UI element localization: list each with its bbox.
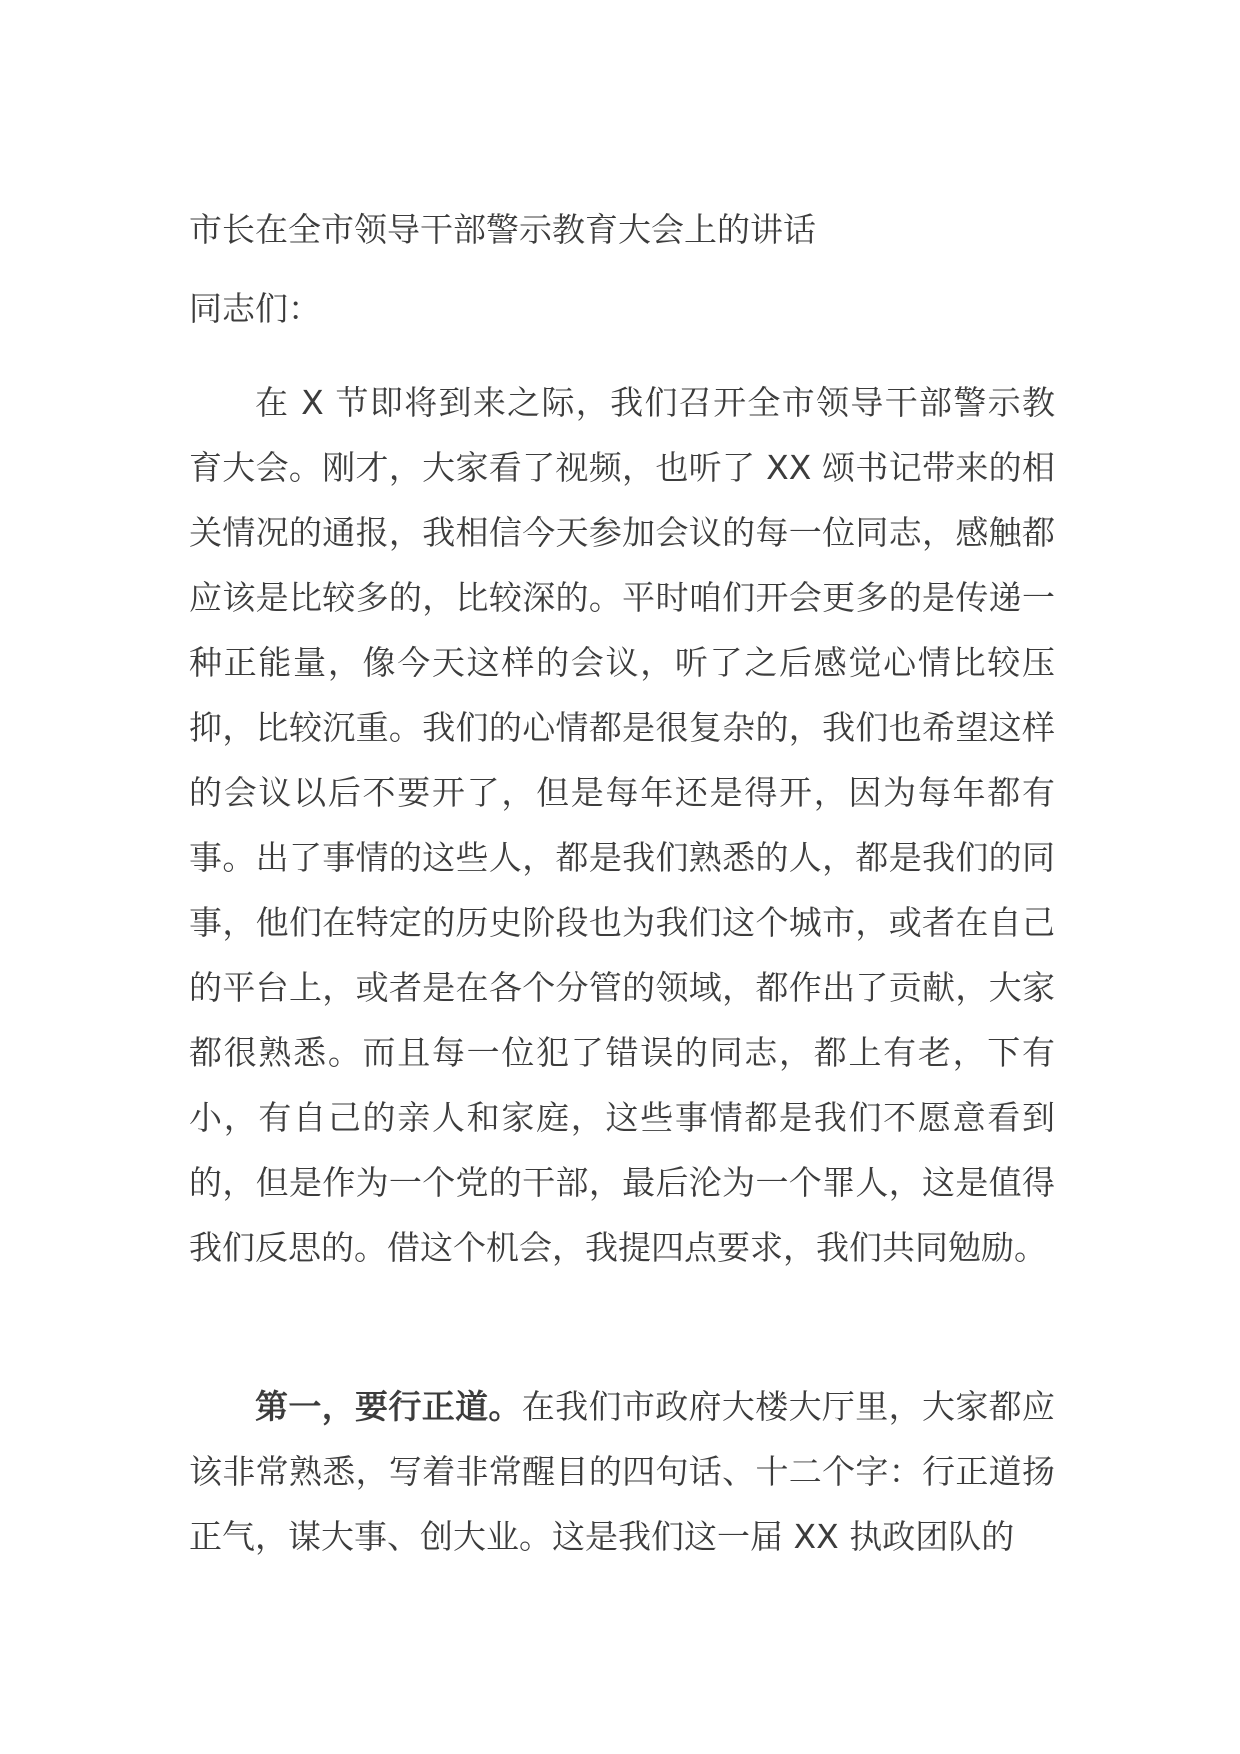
salutation: 同志们： — [189, 289, 321, 328]
paragraph-1-text: 在 X 节即将到来之际，我们召开全市领导干部警示教育大会。刚才，大家看了视频，也听了 XX 颂书记带来的相关情况的通报，我相信今天参加会议的每一位同志，感触都应该是比较多的，比较深的。平时咱们开会更多的是传递一种正能量，像今天这样的会议，听了之后感觉心情比较压抑，比较沉重。我们的心情都是很复杂的，我们也希望这样的会议以后不要开了，但是每年还是得开，因为每年都有事。出了事情的这些人，都是我们熟悉的人，都是我们的同事，他们在特定的历史阶段也为我们这个城市，或者在自己的平台上，或者是在各个分管的领域，都作出了贡献，大家都很熟悉。而且每一位犯了错误的同志，都上有老，下有小，有自己的亲人和家庭，这些事情都是我们不愿意看到的，但是作为一个党的干部，最后沦为一个罪人，这是值得我们反思的。借这个机会，我提四点要求，我们共同勉励。 — [189, 383, 1055, 1267]
paragraph-2-text: 在我们市政府大楼大厅里，大家都应该非常熟悉，写着非常醒目的四句话、十二个字：行正道扬正气，谋大事、创大业。这是我们这一届 XX 执政团队的 — [189, 1387, 1055, 1556]
paragraph-1 — [189, 370, 1055, 1280]
document-page — [189, 0, 1055, 1754]
document-title: 市长在全市领导干部警示教育大会上的讲话 — [189, 210, 816, 249]
paragraph-2 — [189, 1374, 1055, 1569]
paragraph-2-lead: 第一，要行正道。 — [255, 1387, 522, 1426]
